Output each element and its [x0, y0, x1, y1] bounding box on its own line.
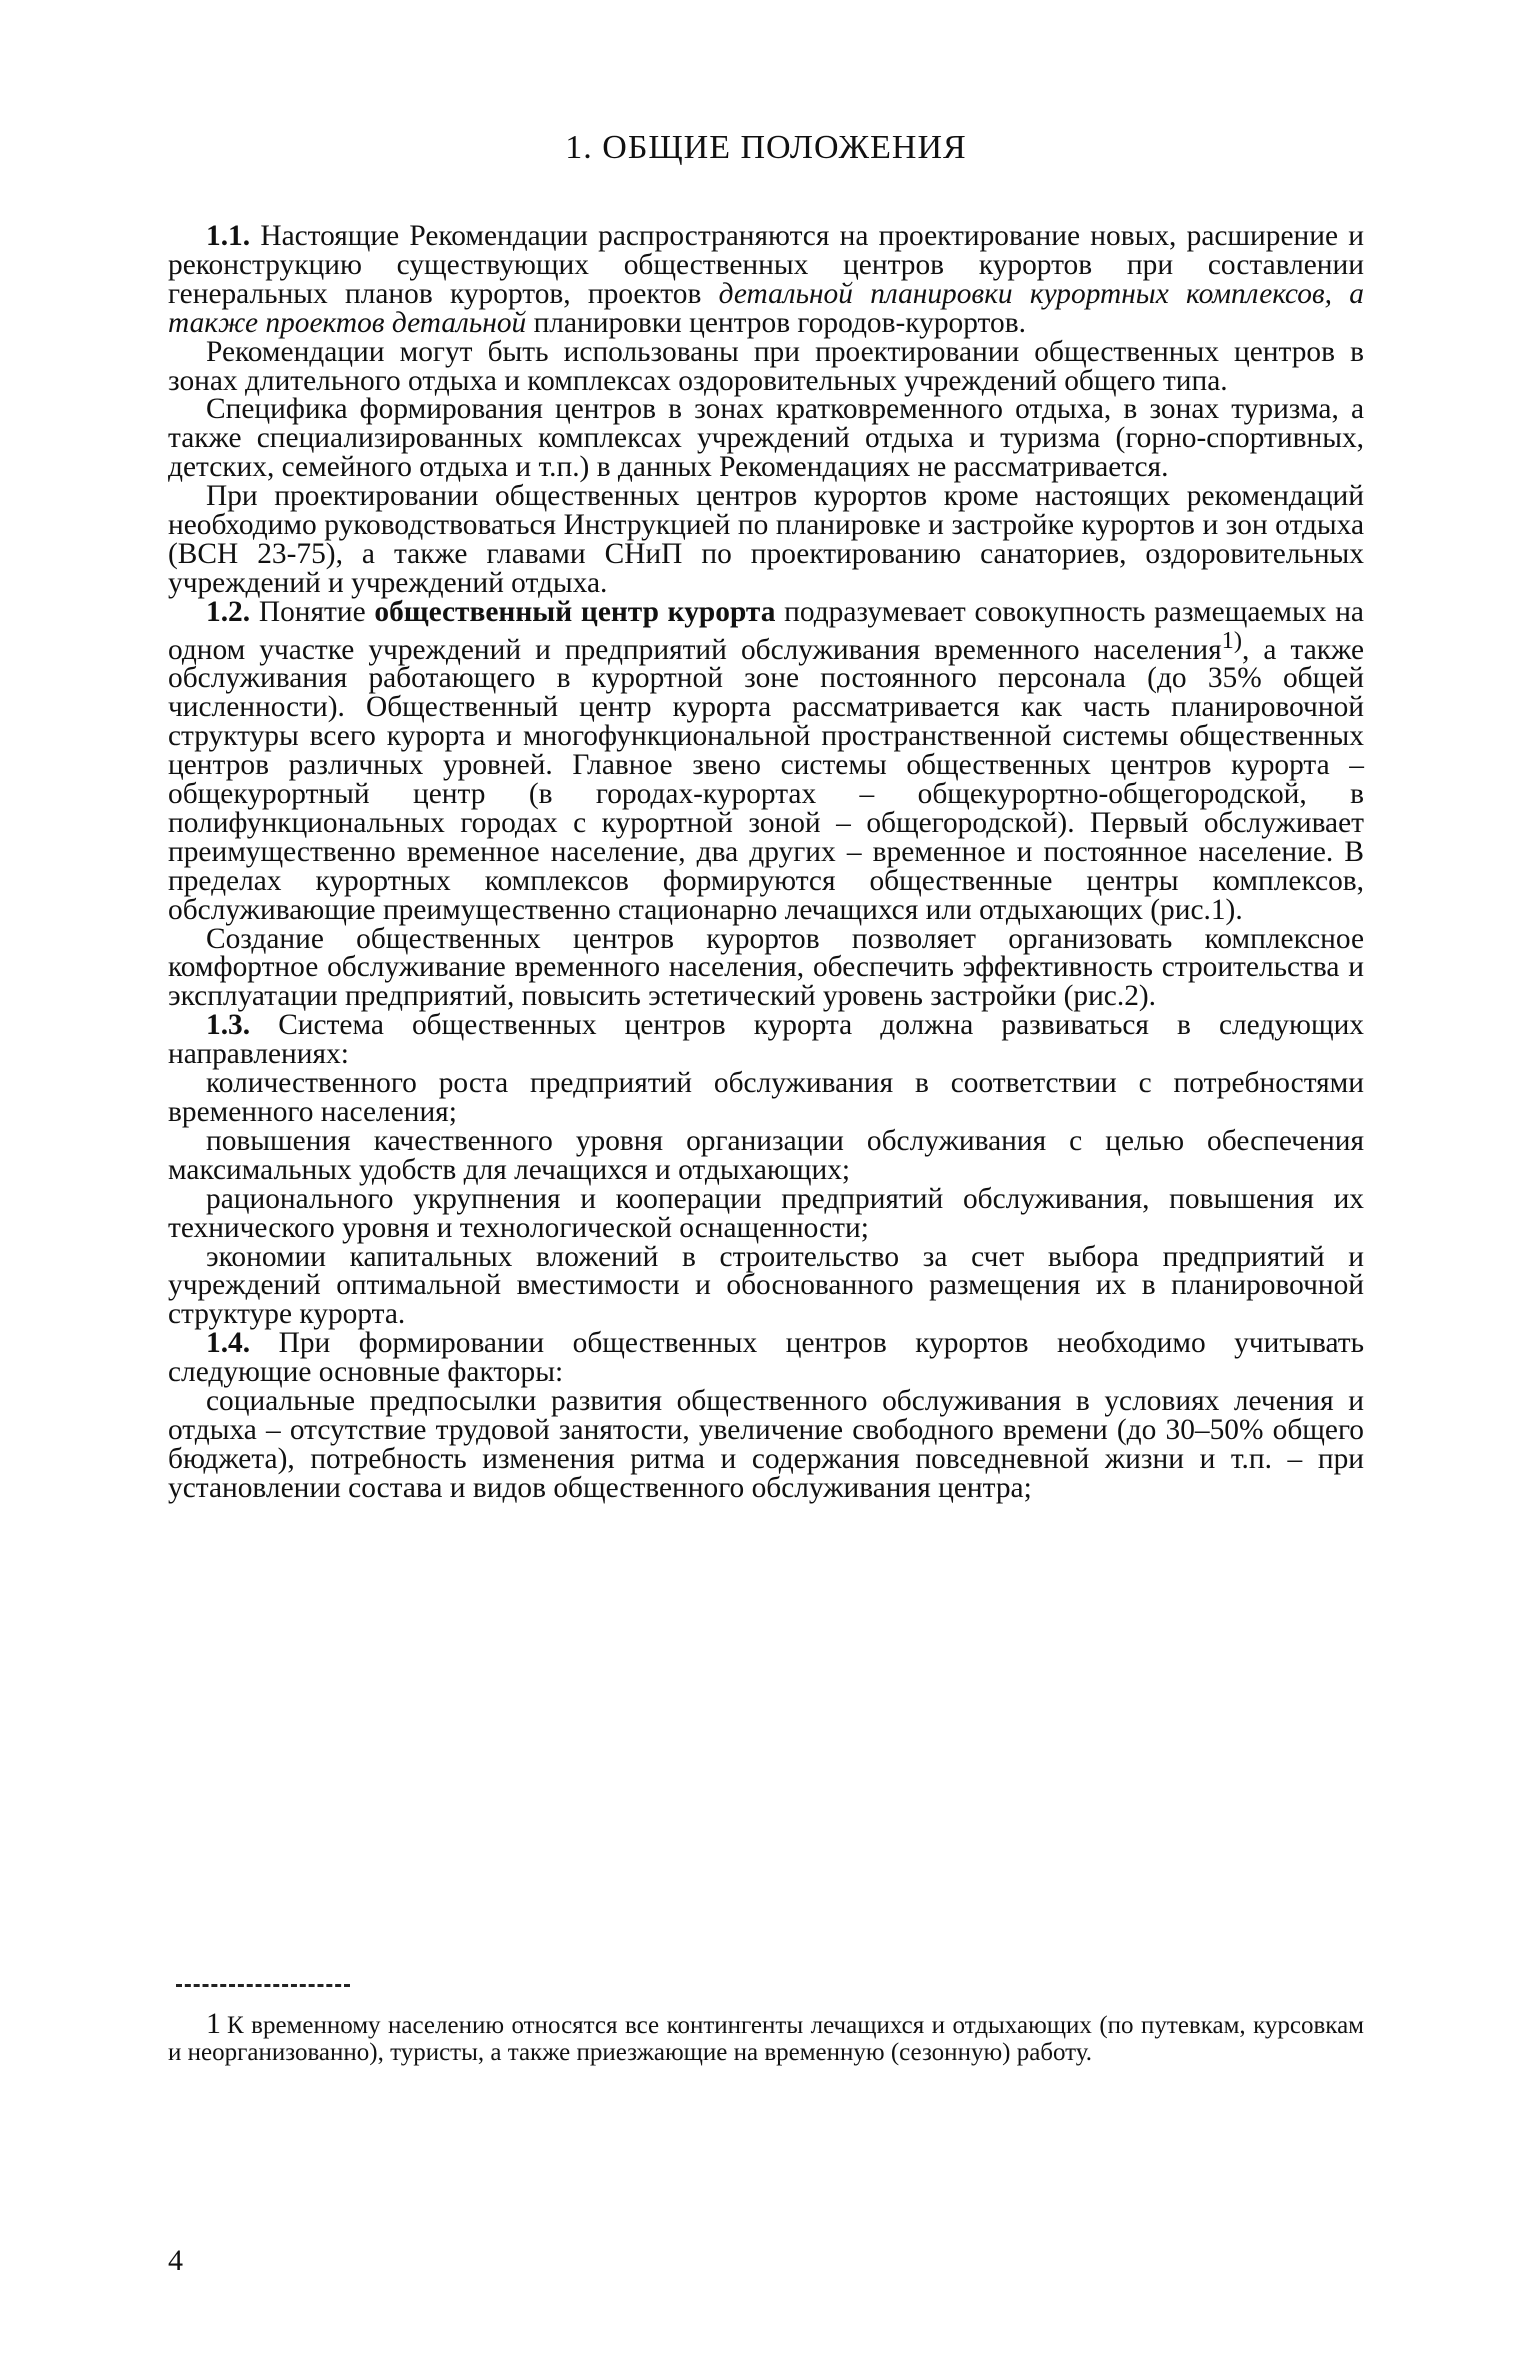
- page-number: 4: [168, 2244, 183, 2277]
- paragraph-text-italic: детальной планировки курортных комплексов, а также проектов детальной: [168, 277, 1364, 339]
- paragraph-text: Настоящие Рекомендации распространяются на проектирование новых, расширение и реконструкцию существующих общественных центров курортов при составлении генеральных планов курортов, проектов: [168, 220, 1364, 310]
- list-item: повышения качественного уровня организации обслуживания с целью обеспечения максимальных удобств для лечащихся и отдыхающих;: [168, 1124, 1364, 1186]
- footnote-separator: [176, 1984, 350, 1987]
- footnote: [168, 2007, 1364, 2066]
- paragraph-text: планировки центров городов-курортов.: [533, 306, 1026, 339]
- footnote-marker: 1: [206, 2007, 221, 2040]
- clause-number: 1.1.: [206, 220, 251, 252]
- paragraph-1-3: [168, 1011, 1364, 1069]
- paragraph-text: Система общественных центров курорта должна развиваться в следующих направлениях:: [168, 1009, 1364, 1071]
- paragraph-1-1-2: Рекомендации могут быть использованы при проектировании общественных центров в зонах длительного отдыха и комплексах оздоровительных учреждений общего типа.: [168, 335, 1364, 397]
- body-text: [168, 222, 1364, 1503]
- section-heading: 1. ОБЩИЕ ПОЛОЖЕНИЯ: [565, 129, 967, 166]
- defined-term: общественный центр курорта: [374, 595, 776, 628]
- clause-number: 1.2.: [206, 595, 251, 628]
- paragraph-text: подразумевает совокупность размещаемых на одном участке учреждений и предприятий обслуживания временного населения: [168, 595, 1364, 666]
- list-item: рационального укрупнения и кооперации предприятий обслуживания, повышения их технического уровня и технологической оснащенности;: [168, 1182, 1364, 1244]
- paragraph-1-2-2: Создание общественных центров курортов позволяет организовать комплексное комфортное обслуживание временного населения, обеспечить эффективность строительства и эксплуатации предприятий, повысить эстетический уровень застройки (рис.2).: [168, 922, 1364, 1013]
- paragraph-1-2: [168, 595, 1364, 926]
- paragraph-text: При формировании общественных центров курортов необходимо учитывать следующие основные факторы:: [168, 1327, 1364, 1389]
- paragraph-text: , а также обслуживания работающего в курортной зоне постоянного персонала (до 35% общей численности). Общественный центр курорта рассматривается как часть планировочной структуры всего курорта и многофункциональной пространственной системы общественных центров различных уровней. Главное звено системы общественных центров курорта – общекурортный центр (в городах-курортах – общекурортно-общегородской, в полифункциональных городах с курортной зоной – общегородской). Первый обслуживает преимущественно временное население, два других – временное и постоянное население. В пределах курортных комплексов формируются общественные центры комплексов, обслуживающие преимущественно стационарно лечащихся или отдыхающих (рис.1).: [168, 633, 1364, 926]
- paragraph-1-1-3: Специфика формирования центров в зонах кратковременного отдыха, в зонах туризма, а также специализированных комплексах учреждений отдыха и туризма (горно-спортивных, детских, семейного отдыха и т.п.) в данных Рекомендациях не рассматривается.: [168, 393, 1364, 484]
- list-item: количественного роста предприятий обслуживания в соответствии с потребностями временного населения;: [168, 1067, 1364, 1128]
- clause-number: 1.4.: [206, 1327, 251, 1360]
- paragraph-1-4: [168, 1329, 1364, 1387]
- clause-number: 1.3.: [206, 1009, 251, 1042]
- footnote-reference: 1): [1221, 626, 1243, 654]
- list-item: экономии капитальных вложений в строительство за счет выбора предприятий и учреждений оптимальной вместимости и обоснованного размещения их в планировочной структуре курорта.: [168, 1240, 1364, 1331]
- list-item: социальные предпосылки развития общественного обслуживания в условиях лечения и отдыха – отсутствие трудовой занятости, увеличение свободного времени (до 30–50% общего бюджета), потребность изменения ритма и содержания повседневной жизни и т.п. – при установлении состава и видов общественного обслуживания центра;: [168, 1385, 1364, 1504]
- paragraph-1-1: [168, 222, 1364, 338]
- footnote-paragraph: [168, 2007, 1364, 2066]
- paragraph-text: Понятие: [258, 595, 366, 628]
- document-page: [168, 0, 1364, 2363]
- footnote-text: К временному населению относятся все контингенты лечащихся и отдыхающих (по путевкам, курсовкам и неорганизованно), туристы, а также приезжающие на временную (сезонную) работу.: [168, 2012, 1364, 2066]
- paragraph-1-1-4: При проектировании общественных центров курортов кроме настоящих рекомендаций необходимо руководствоваться Инструкцией по планировке и застройке курортов и зон отдыха (ВСН 23-75), а также главами СНиП по проектированию санаториев, оздоровительных учреждений и учреждений отдыха.: [168, 480, 1364, 599]
